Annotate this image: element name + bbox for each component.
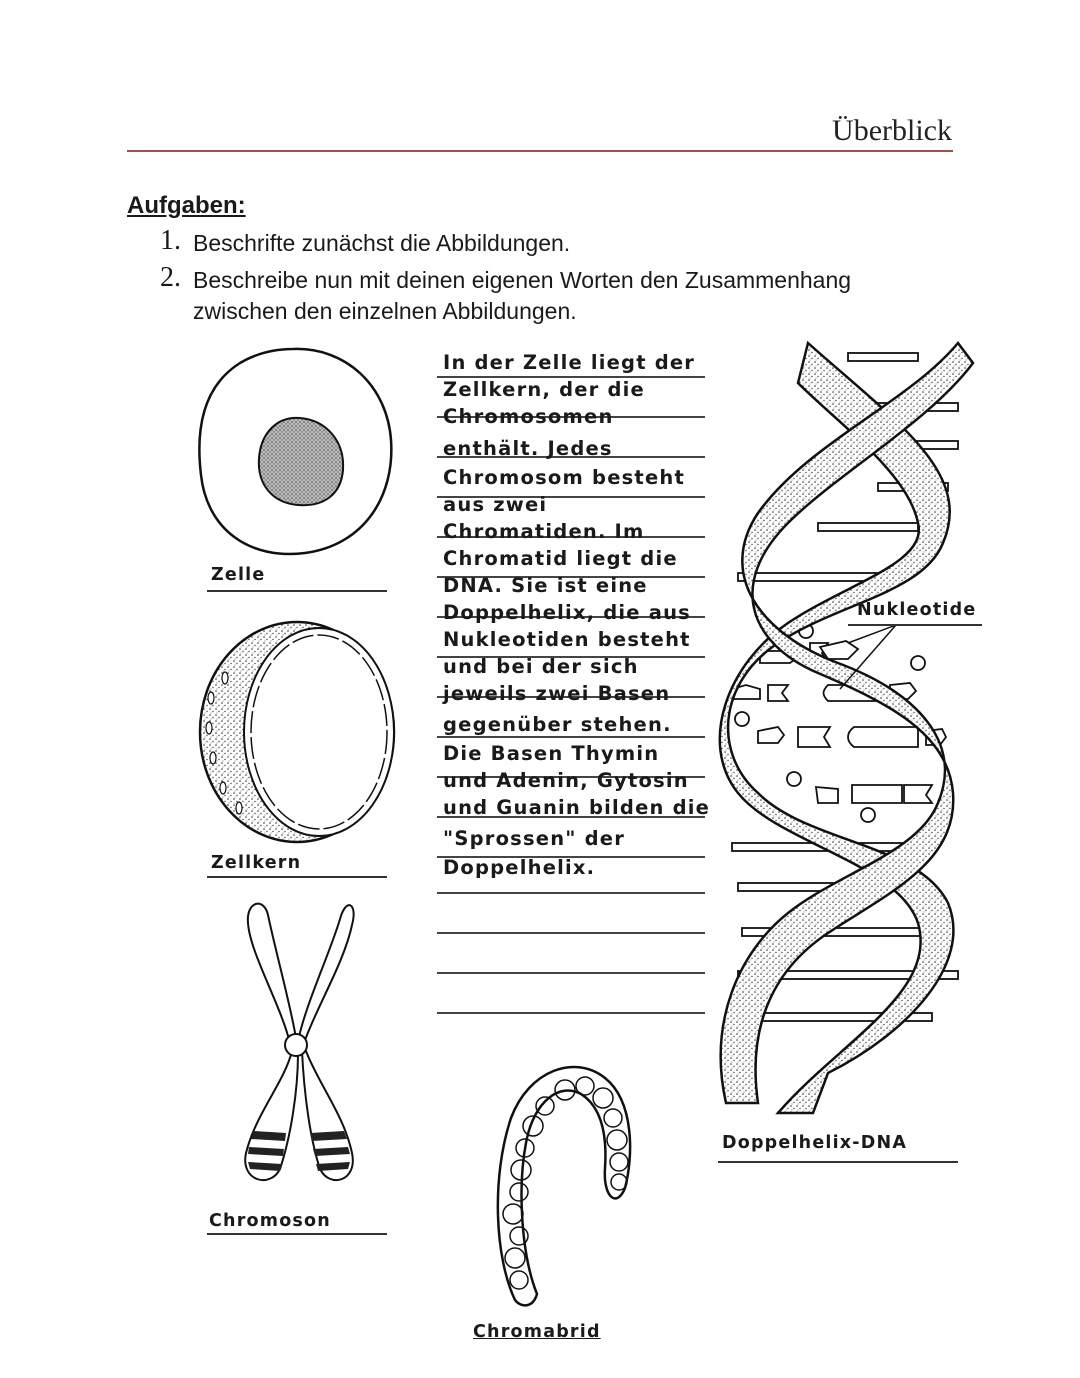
chromosome-label: Chromoson [209, 1211, 331, 1231]
answer-text-line: Die Basen Thymin [443, 742, 660, 765]
answer-text-line: aus zwei [443, 493, 548, 516]
answer-text-line: DNA. Sie ist eine [443, 574, 648, 597]
task-text: Beschrifte zunächst die Abbildungen. [193, 230, 571, 256]
task-number: 1. [160, 225, 181, 256]
answer-rule [437, 736, 705, 738]
cell-label-rule [207, 590, 387, 592]
chromatid-illustration [485, 1058, 645, 1308]
dna-label: Doppelhelix-DNA [722, 1133, 908, 1153]
answer-text-line: Doppelhelix. [443, 856, 596, 879]
answer-text-line: gegenüber stehen. [443, 713, 672, 736]
chromosome-illustration [240, 893, 365, 1193]
answer-text-line: und Guanin bilden die [443, 796, 711, 819]
page-header-title: Überblick [832, 114, 952, 147]
answer-rule [437, 892, 705, 894]
answer-text-line: Doppelhelix, die aus [443, 601, 691, 624]
answer-rule [437, 1012, 705, 1014]
answer-text-line: "Sprossen" der [443, 827, 626, 850]
answer-rule [437, 932, 705, 934]
answer-text-line: jeweils zwei Basen [443, 682, 671, 705]
nucleotide-label: Nukleotide [857, 600, 977, 620]
answer-text-line: enthält. Jedes [443, 437, 613, 460]
dna-helix-illustration [718, 343, 968, 1113]
header-divider [127, 150, 953, 152]
nucleotide-label-rule [848, 624, 982, 626]
answer-text-line: In der Zelle liegt der [443, 351, 696, 374]
task-number: 2. [160, 262, 181, 293]
answer-text-line: Chromatiden. Im [443, 520, 645, 543]
chromosome-label-rule [207, 1233, 387, 1235]
answer-text-line: Zellkern, der die [443, 378, 645, 401]
cell-label: Zelle [211, 565, 266, 585]
nucleus-illustration [197, 618, 402, 848]
chromatid-label: Chromabrid [473, 1322, 601, 1342]
answer-text-line: Nukleotiden besteht [443, 628, 691, 651]
answer-text-line: und Adenin, Gytosin [443, 769, 689, 792]
answer-text-line: und bei der sich [443, 655, 639, 678]
answer-text-line: Chromosomen [443, 405, 614, 428]
dna-label-rule [718, 1161, 958, 1163]
nucleus-label-rule [207, 876, 387, 878]
answer-text-line: Chromosom besteht [443, 466, 685, 489]
answer-text-line: Chromatid liegt die [443, 547, 678, 570]
task-text: Beschreibe nun mit deinen eigenen Worten den Zusammenhang zwischen den einzelnen Abbildungen. [193, 267, 852, 324]
cell-illustration [195, 345, 395, 560]
tasks-heading: Aufgaben: [127, 192, 246, 219]
nucleus-label: Zellkern [211, 853, 302, 873]
answer-rule [437, 972, 705, 974]
